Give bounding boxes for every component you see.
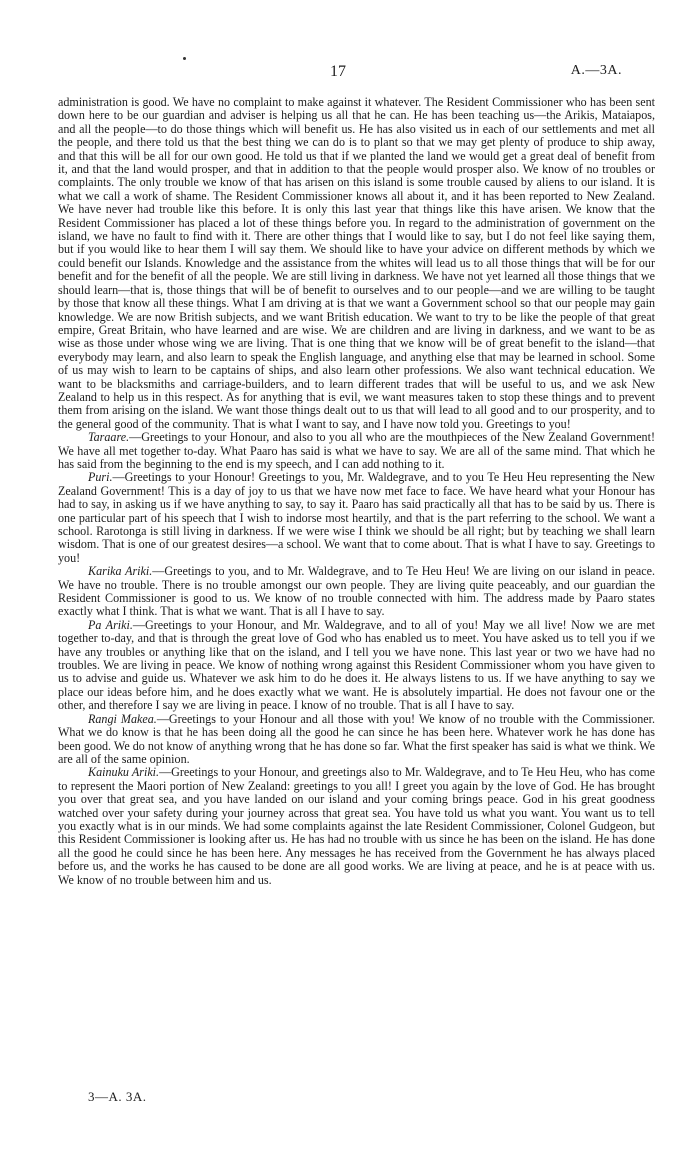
speaker-name: Puri. bbox=[88, 470, 113, 485]
paragraph-kainuku-ariki bbox=[58, 766, 655, 887]
paragraph-taraare bbox=[58, 431, 655, 471]
paragraph-paaro-continued bbox=[58, 96, 655, 431]
speaker-name: Pa Ariki. bbox=[88, 617, 133, 632]
ink-dot bbox=[183, 57, 186, 60]
printer-signature: 3—A. 3A. bbox=[88, 1089, 147, 1104]
paragraph-text: —Greetings to your Honour! Greetings to you, Mr. Waldegrave, and to you Te Heu Heu representing the New Zealand Government! This is a day of joy to us that we have now met face to face. We have heard what your Honour has had to say, in asking us if we have anything to say, to say it. Paaro has said practically all that has to be said by us. There is one particular part of his speech that I wish to indorse most heartily, and that is the part referring to the school. We want a school. Rarotonga is still living in darkness. If we were wise I think we should be all right; but by teaching we shall learn wisdom. That is one of our greatest desires—a school. We want that to come about. That is what I have to say. Greetings to you! bbox=[58, 470, 655, 565]
paragraph-text: —Greetings to your Honour and all those with you! We know of no trouble with the Commissioner. What we do know is that he has been doing all the good he can since he has been here. Whatever work he has done has been good. We do not know of anything wrong that he has done so far. What the first speaker has said is what we think. We are all of the same opinion. bbox=[58, 711, 656, 766]
speaker-name: Rangi Makea. bbox=[88, 711, 157, 726]
page-number: 17 bbox=[330, 63, 346, 80]
body-text bbox=[58, 96, 655, 887]
paragraph-rangi-makea bbox=[58, 713, 655, 767]
speaker-name: Karika Ariki. bbox=[88, 564, 153, 579]
document-reference: A.—3A. bbox=[570, 63, 622, 78]
paragraph-karika-ariki bbox=[58, 565, 655, 619]
paragraph-text: —Greetings to your Honour, and greetings also to Mr. Waldegrave, and to Te Heu Heu, who has come to represent the Maori portion of New Zealand: greetings to you all! I greet you again by the love of God. He has brought you over that great sea, and you have landed on our island and your coming brings peace. God in his great goodness watched over your safety during your journey across that great sea. You have told us what you want. You want us to tell you exactly what is in our minds. We had some complaints against the late Resident Commissioner, Colonel Gudgeon, but this Resident Commissioner is looking after us. He has had no trouble with us since he has been on the island. He has done all the good he could since he has been here. Any messages he has received from the Government he has always placed before us, and the works he has caused to be done are all good works. We are living at peace, and he is at peace with us. We know of no trouble between him and us. bbox=[58, 765, 656, 887]
paragraph-text: —Greetings to you, and to Mr. Waldegrave, and to Te Heu Heu! We are living on our island in peace. We have no trouble. There is no trouble amongst our own people. They are living quite peaceably, and our guardian the Resident Commissioner is good to us. We know of no trouble connected with him. The address made by Paaro states exactly what I think. That is what we want. That is all I have to say. bbox=[58, 564, 655, 619]
paragraph-text: —Greetings to your Honour, and Mr. Waldegrave, and to all of you! May we all live! Now we are met together to-day, and that is through the great love of God who has enabled us to meet. You have asked us to tell you if we have any troubles or anything like that on the island, and I tell you we have none. This last year or two we have had no troubles. We are living in peace. We know of nothing wrong against this Resident Commissioner whom you have given to us to advise and guide us. Whatever we ask him to do he does it. He always listens to us. If we have anything to say we place our ideas before him, and he does exactly what we want. He is absolutely impartial. He does not favour one or the other, and therefore I say we are living in peace. I know of no trouble. That is all I have to say. bbox=[58, 617, 655, 713]
speaker-name: Kainuku Ariki. bbox=[88, 765, 160, 780]
paragraph-pa-ariki bbox=[58, 619, 655, 713]
paragraph-text: —Greetings to your Honour, and also to you all who are the mouthpieces of the New Zealand Government! We have all met together to-day. What Paaro has said is what we have to say. We are all of the same mind. That which he has said from the beginning to the end is my speech, and I can add nothing to it. bbox=[58, 430, 655, 471]
page-header bbox=[0, 63, 700, 85]
paragraph-puri bbox=[58, 471, 655, 565]
paragraph-text: administration is good. We have no complaint to make against it whatever. The Resident Commissioner who has been sent down here to be our guardian and adviser is helping us all that he can. He has been teaching us—the Arikis, Mataiapos, and all the people—to do those things which will benefit us. He has also visited us in each of our settlements and met all the people, and there told us that the best thing we can do is to plant so that we may get plenty of produce to ship away, and that this will be all for our own good. He told us that if we planted the land we would get a great deal of benefit from it, and that the land would prosper, and that in addition to that the people would prosper also. We know of no troubles or complaints. The only trouble we know of that has arisen on this island is some trouble caused by aliens to our island. It is what we call a work of shame. The Resident Commissioner knows all about it, and it has been reported to New Zealand. We have never had trouble like this before. It is only this last year that things like this have arisen. We know that the Resident Commissioner has placed a lot of these things before you. In regard to the administration of government on the island, we have no fault to find with it. There are other things that I would like to say, but I do not feel like saying them, but if you would like to hear them I will say them. We should like to have your advice on different methods by which we could benefit our Islands. Knowledge and the assistance from the whites will lead us to all those things that will be for our benefit and for the benefit of all the people. We are still living in darkness. We have not yet learned all those things that we should learn—that is, those things that will be of benefit to ourselves and to our people—and we are willing to be taught by those that know all these things. What I am driving at is that we want a Government school so that our people may gain knowledge. We are now British subjects, and we want British education. We want to try to be like the people of that great empire, Great Britain, who have learned and are wise. We are children and are living in darkness, and we want to be as wise as those under whose wing we are living. That is one thing that we know will be of great benefit to the island—that everybody may learn, and also learn to speak the English language, and anything else that may be learned in school. Some of us may wish to learn to be captains of ships, and also learn other professions. We also want technical education. We want to be blacksmiths and carriage-builders, and to learn different trades that will be useful to us, and we ask New Zealand to help us in this respect. As for anything that is evil, we want measures taken to stop these things and to prevent them from arising on the island. We want those things dealt out to us that will lead to all good and to our prosperity, and to the general good of the community. That is what I want to say, and I have now told you. Greetings to you! bbox=[58, 95, 655, 431]
speaker-name: Taraare. bbox=[88, 430, 130, 445]
